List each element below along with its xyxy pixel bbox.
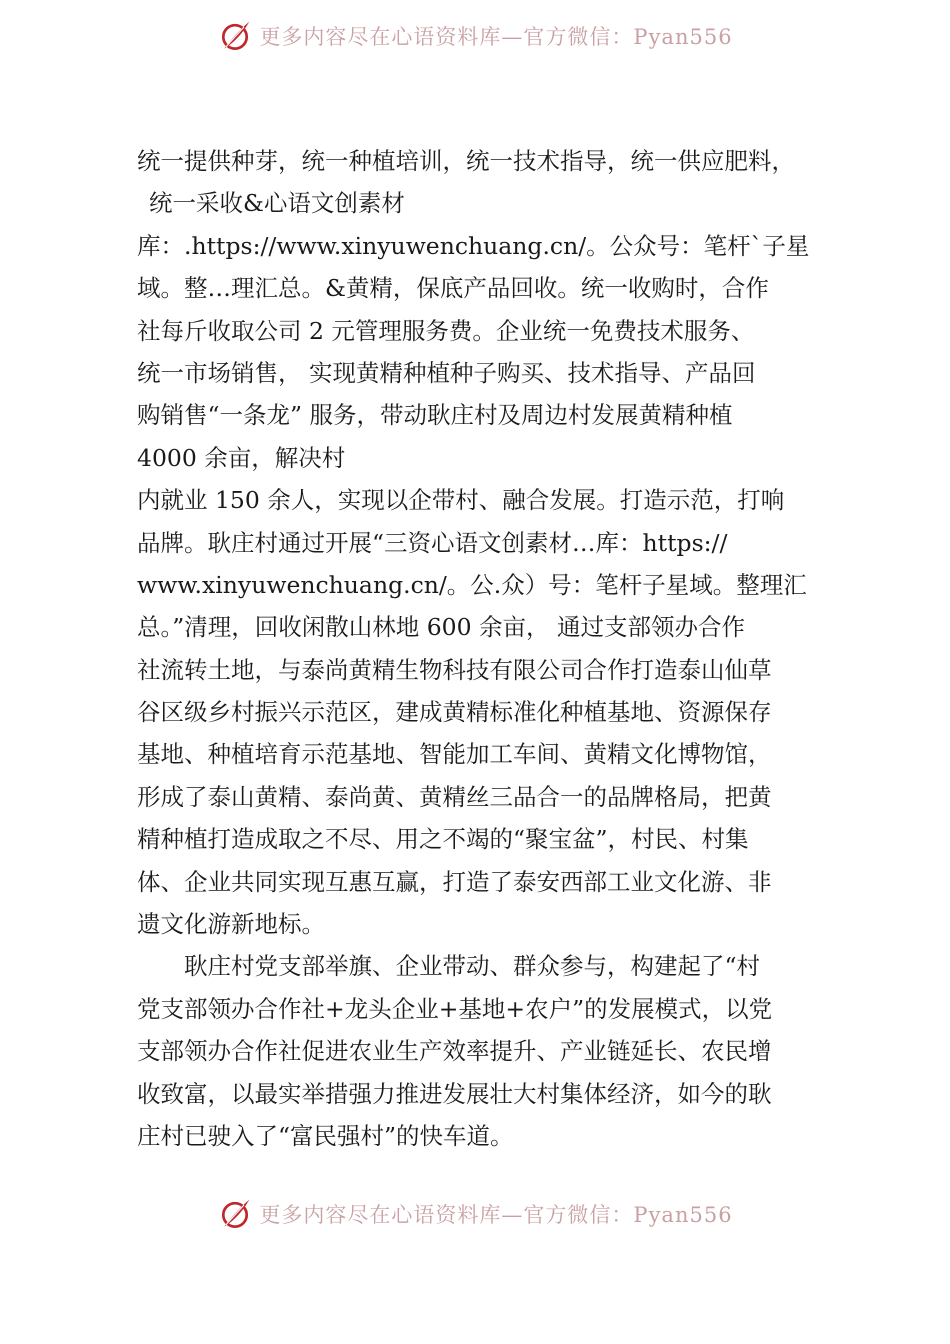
body-line: www.xinyuwenchuang.cn/。公.众）号：笔杆子星域。整理汇 (137, 570, 807, 599)
body-line: 4000 余亩，解决村 (137, 443, 346, 472)
body-line: 统一市场销售， 实现黄精种植种子购买、技术指导、产品回 (137, 358, 756, 387)
body-line: 支部领办合作社促进农业生产效率提升、产业链延长、农民增 (137, 1037, 772, 1066)
header-banner (0, 14, 950, 58)
body-line: 形成了泰山黄精、泰尚黄、黄精丝三品合一的品牌格局，把黄 (137, 782, 772, 811)
body-line: 体、企业共同实现互惠互赢，打造了泰安西部工业文化游、非 (137, 867, 772, 896)
body-line: 精种植打造成取之不尽、用之不竭的“聚宝盆”，村民、村集 (137, 825, 749, 854)
body-line: 社每斤收取公司 2 元管理服务费。企业统一免费技术服务、 (137, 316, 755, 345)
body-line: 内就业 150 余人，实现以企带村、融合发展。打造示范，打响 (137, 486, 785, 515)
body-line: 遗文化游新地标。 (137, 910, 325, 939)
body-line: 购销售“一条龙” 服务，带动耿庄村及周边村发展黄精种植 (137, 401, 733, 430)
body-line: 统一提供种芽，统一种植培训，统一技术指导，统一供应肥料， (137, 147, 795, 175)
feather-logo-icon (217, 1196, 253, 1232)
paragraph-start-line: 耿庄村党支部举旗、企业带动、群众参与，构建起了“村 (184, 952, 761, 981)
footer-banner-text: 更多内容尽在心语资料库—官方微信：Pyan556 (259, 1203, 733, 1227)
body-line: 党支部领办合作社+龙头企业+基地+农户”的发展模式，以党 (137, 994, 773, 1023)
body-line: 域。整…理汇总。&黄精，保底产品回收。统一收购时，合作 (137, 274, 769, 303)
body-line: 谷区级乡村振兴示范区，建成黄精标准化种植基地、资源保存 (137, 698, 772, 727)
body-line: 总。”清理，回收闲散山林地 600 余亩， 通过支部领办合作 (137, 613, 746, 642)
body-line: 品牌。耿庄村通过开展“三资心语文创素材…库：https:// (137, 528, 728, 557)
body-line: 库：.https://www.xinyuwenchuang.cn/。公众号：笔杆`子星 (137, 231, 810, 260)
header-banner-text: 更多内容尽在心语资料库—官方微信：Pyan556 (259, 25, 733, 49)
body-line: 基地、种植培育示范基地、智能加工车间、黄精文化博物馆， (137, 740, 772, 769)
body-line: 统一采收&心语文创素材 (149, 189, 405, 218)
body-line: 社流转土地，与泰尚黄精生物科技有限公司合作打造泰山仙草 (137, 655, 772, 684)
body-line: 庄村已驶入了“富民强村”的快车道。 (137, 1121, 514, 1150)
body-line: 收致富，以最实举措强力推进发展壮大村集体经济，如今的耿 (137, 1079, 772, 1108)
document-body (137, 140, 837, 1157)
footer-banner (0, 1192, 950, 1236)
feather-logo-icon (217, 18, 253, 54)
